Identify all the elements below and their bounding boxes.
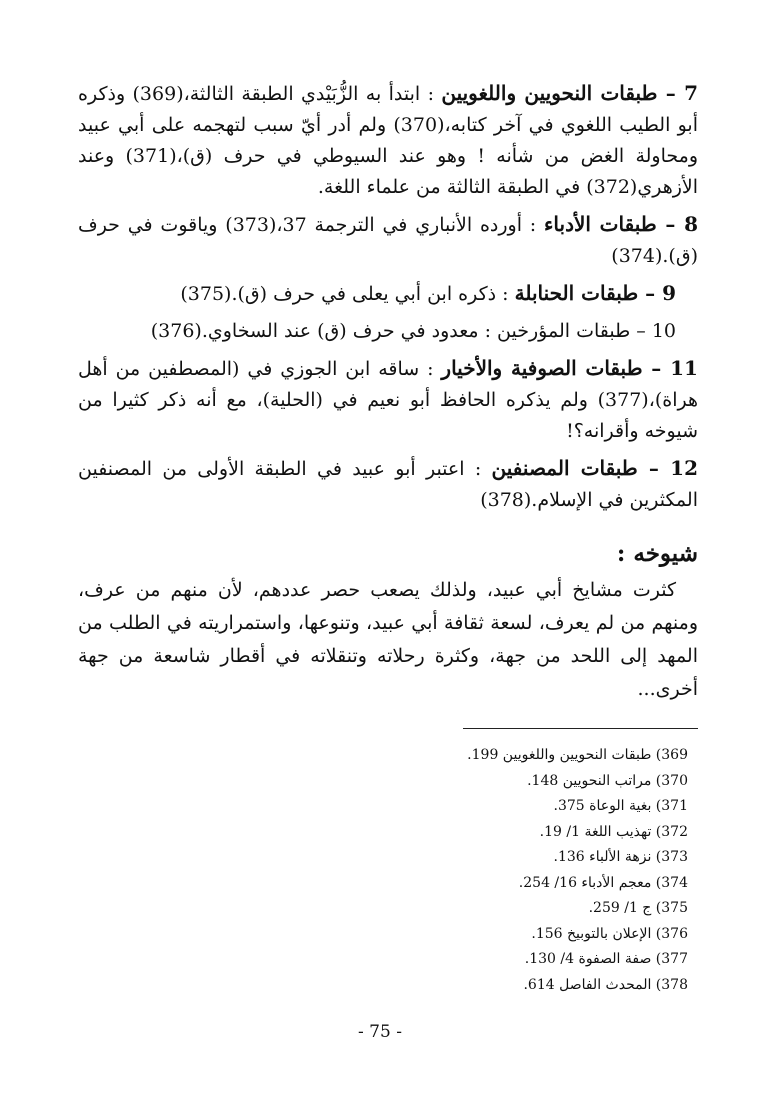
entry-text: : ساقه ابن الجوزي في (المصطفين من أهل هراة)،(377) ولم يذكره الحافظ أبو نعيم في (الحلية)، مع أنه ذكر كثيرا من شيوخه وأقرانه؟! (78, 358, 698, 442)
entry-text: 10 – طبقات المؤرخين : معدود في حرف (ق) عند السخاوي.(376) (150, 320, 676, 342)
entry-9 (78, 278, 698, 310)
entry-8 (78, 209, 698, 272)
section-title: شيوخه : (616, 540, 698, 567)
entry-text: : اعتبر أبو عبيد في الطبقة الأولى من المصنفين المكثرين في الإسلام.(378) (78, 458, 698, 511)
entry-heading: 12 – طبقات المصنفين (491, 456, 698, 480)
footnote: 375) ج 1/ 259. (588, 900, 688, 916)
section-body: كثرت مشايخ أبي عبيد، ولذلك يصعب حصر عددهم، لأن منهم من عرف، ومنهم من لم يعرف، لسعة ثقافة أبي عبيد، وتنوعها، واستمراريته في الطلب من المهد إلى اللحد من جهة، وكثرة رحلاته وتنقلاته في أقطار شاسعة من جهة أخرى... (78, 579, 698, 700)
entry-text: : ابتدأ به الزُّبَيْدي الطبقة الثالثة،(369) وذكره أبو الطيب اللغوي في آخر كتابه،(370) ولم أدر أيّ سبب لتهجمه على أبي عبيد ومحاولة الغض من شأنه ! وهو عند السيوطي في حرف (ق)،(371) وعند الأزهري(372) في الطبقة الثالثة من علماء اللغة. (78, 83, 699, 198)
footnote: 370) مراتب النحويين 148. (527, 772, 688, 789)
entry-11 (78, 353, 698, 447)
entry-7 (78, 78, 698, 203)
footnote: 377) صفة الصفوة 4/ 130. (524, 951, 688, 967)
footnote: 372) تهذيب اللغة 1/ 19. (539, 823, 688, 840)
entry-heading: 8 – طبقات الأدباء (544, 212, 698, 236)
entry-heading: 7 – طبقات النحويين واللغويين (441, 81, 698, 105)
entry-12 (78, 453, 698, 516)
footnote: 374) معجم الأدباء 16/ 254. (518, 874, 688, 891)
entry-heading: 9 – طبقات الحنابلة (514, 281, 676, 305)
entry-text: : ذكره ابن أبي يعلى في حرف (ق).(375) (180, 283, 515, 305)
document-page (78, 78, 698, 1078)
entry-10 (78, 316, 698, 347)
page-number: - 75 - (358, 1022, 402, 1042)
entry-text: : أورده الأنباري في الترجمة 37،(373) وياقوت في حرف (ق).(374) (78, 214, 698, 267)
entry-heading: 11 – طبقات الصوفية والأخيار (441, 356, 698, 380)
footnote: 369) طبقات النحويين واللغويين 199. (467, 747, 688, 763)
footnotes-list (78, 743, 698, 998)
footnote: 373) نزهة الألباء 136. (553, 849, 688, 865)
footnote: 378) المحدث الفاصل 614. (523, 976, 688, 993)
footnote: 371) بغية الوعاة 375. (553, 798, 688, 814)
footnote-divider (463, 728, 698, 729)
footnote: 376) الإعلان بالتوبيخ 156. (531, 925, 688, 942)
